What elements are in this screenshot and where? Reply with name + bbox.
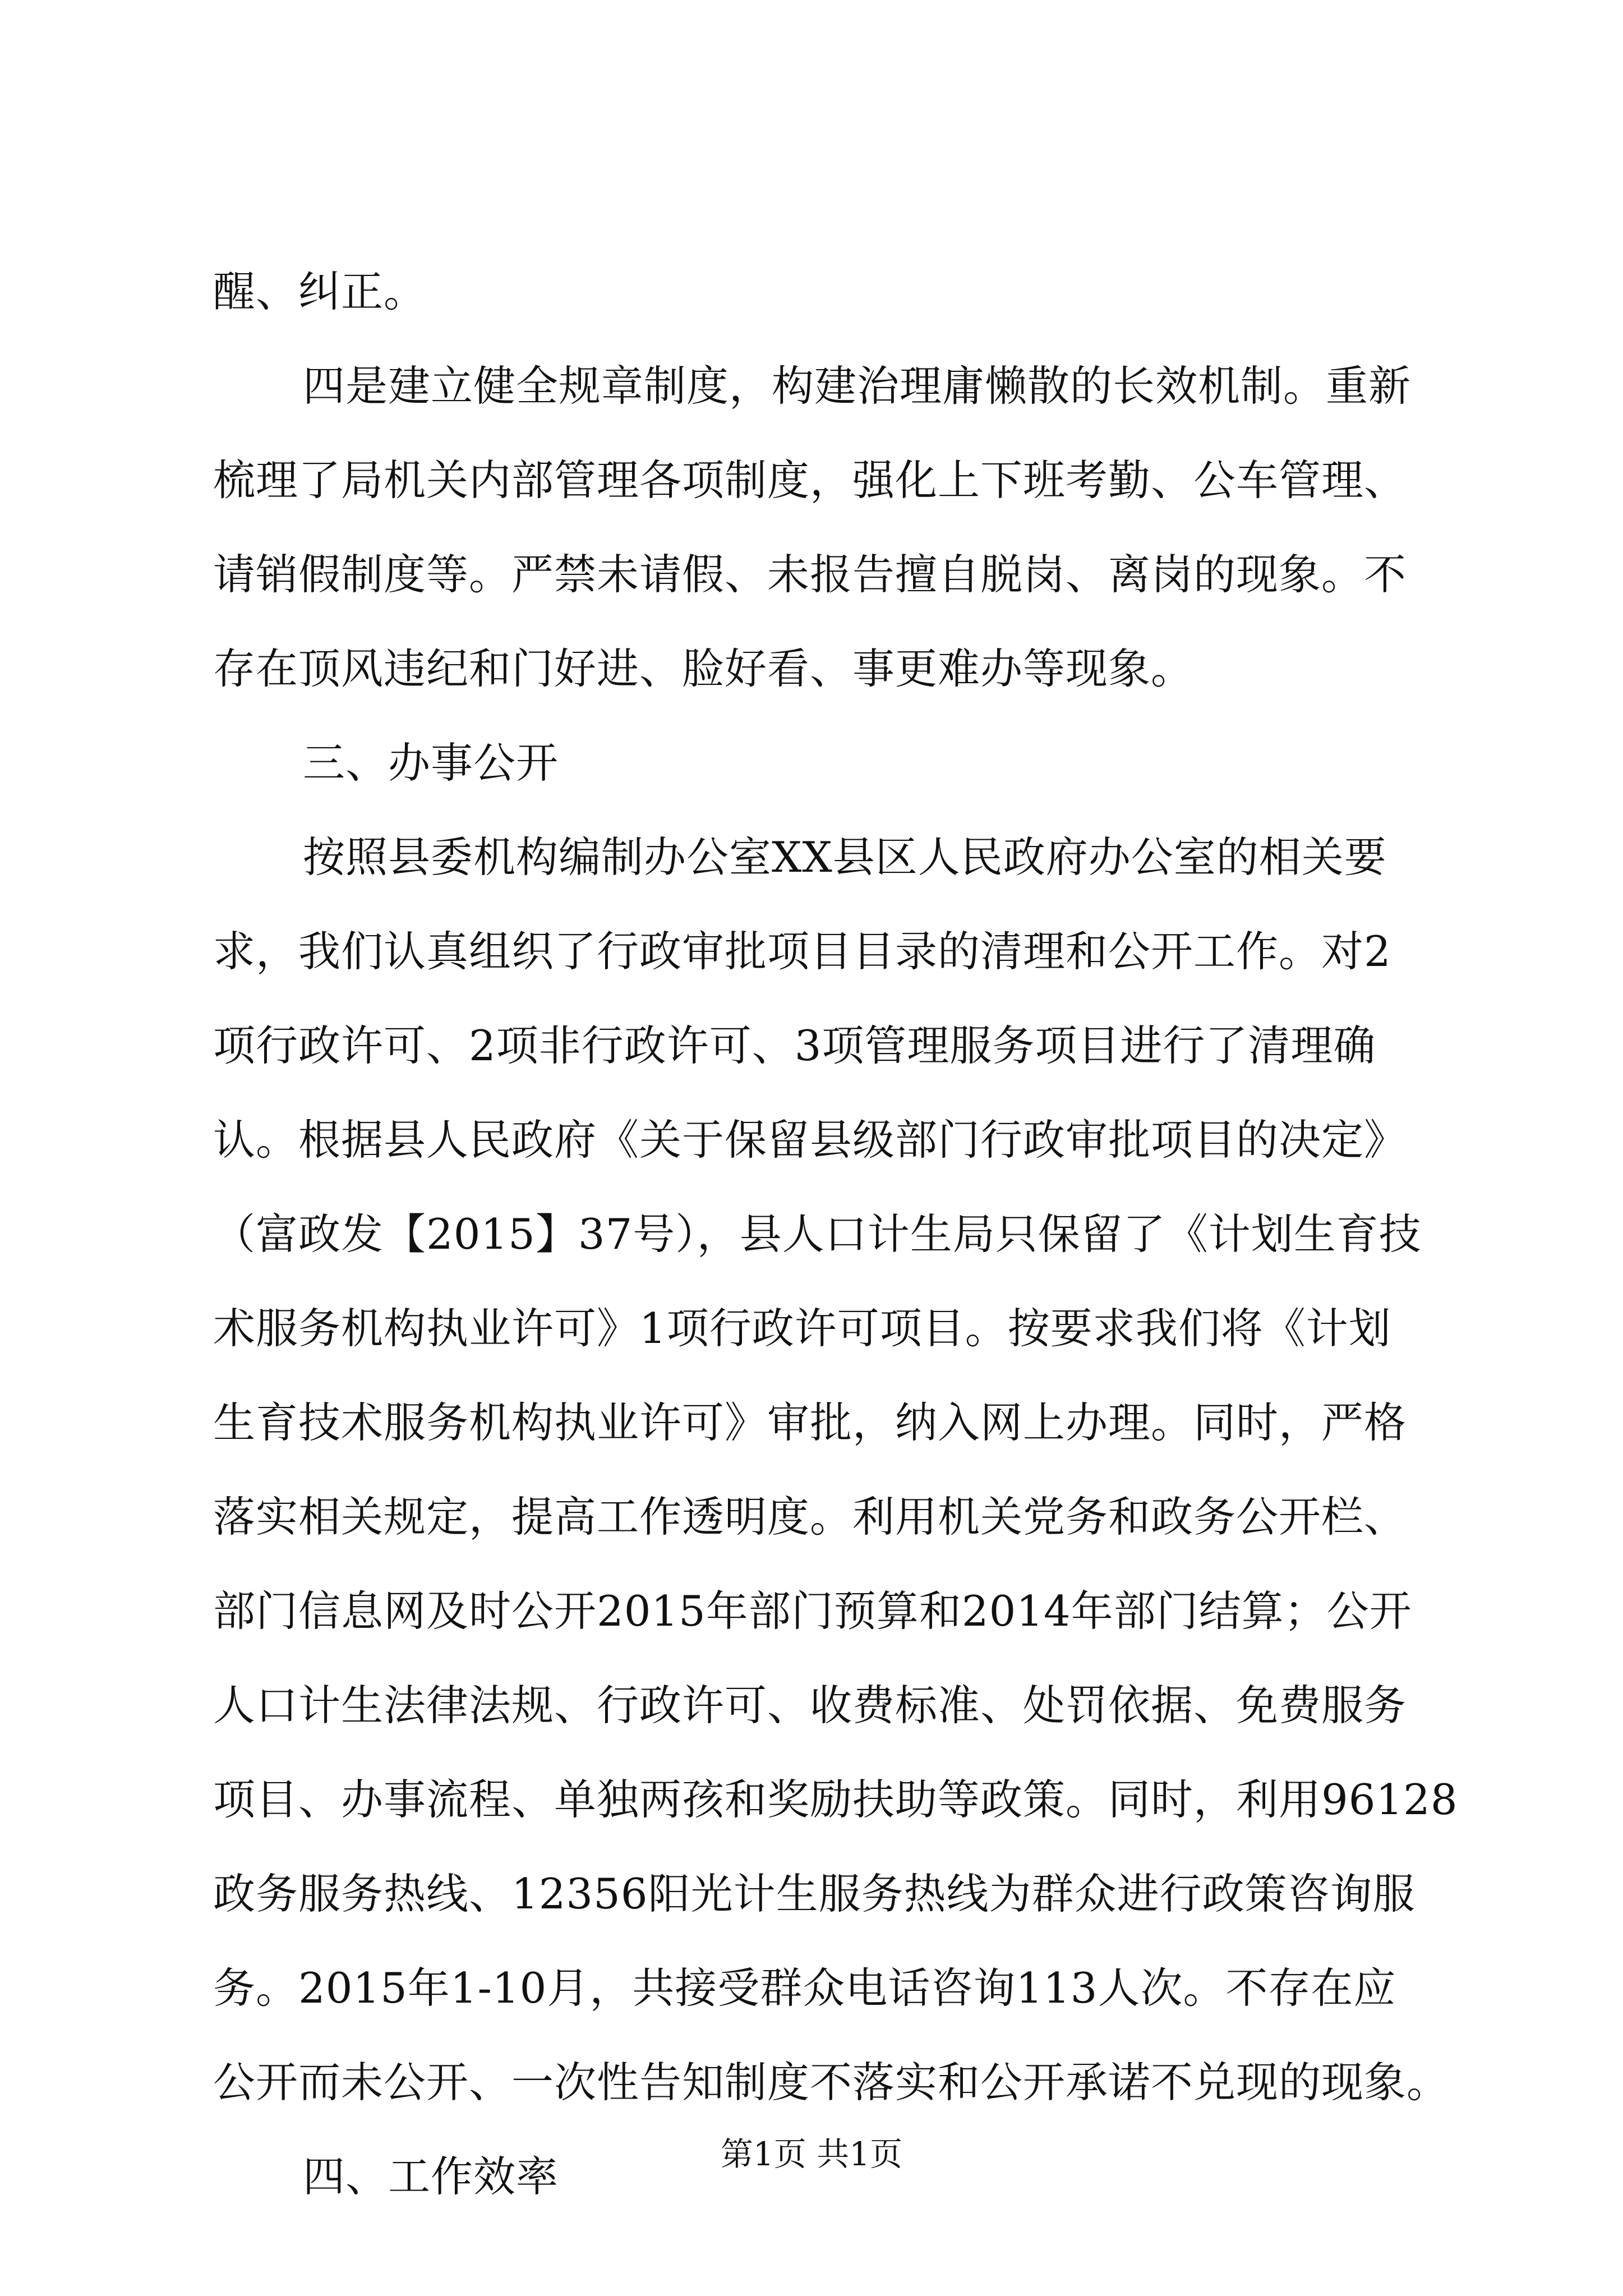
text-line-9: 项行政许可、2项非行政许可、3项管理服务项目进行了清理确 bbox=[213, 1021, 1376, 1070]
text-line-12: 术服务机构执业许可》1项行政许可项目。按要求我们将《计划 bbox=[213, 1304, 1391, 1353]
text-line-15: 部门信息网及时公开2015年部门预算和2014年部门结算；公开 bbox=[213, 1586, 1412, 1636]
text-line-4: 请销假制度等。严禁未请假、未报告擅自脱岗、离岗的现象。不 bbox=[213, 550, 1407, 599]
text-line-2: 四是建立健全规章制度，构建治理庸懒散的长效机制。重新 bbox=[303, 361, 1412, 411]
text-line-20: 公开而未公开、一次性告知制度不落实和公开承诺不兑现的现象。 bbox=[213, 2058, 1450, 2107]
text-line-16: 人口计生法律法规、行政许可、收费标准、处罚依据、免费服务 bbox=[213, 1681, 1407, 1730]
text-line-13: 生育技术服务机构执业许可》审批，纳入网上办理。同时，严格 bbox=[213, 1398, 1407, 1447]
text-line-10: 认。根据县人民政府《关于保留县级部门行政审批项目的决定》 bbox=[213, 1115, 1407, 1165]
text-line-17: 项目、办事流程、单独两孩和奖励扶助等政策。同时，利用96128 bbox=[213, 1775, 1458, 1824]
text-line-7: 按照县委机构编制办公室XX县区人民政府办公室的相关要 bbox=[303, 832, 1387, 882]
text-line-3: 梳理了局机关内部管理各项制度，强化上下班考勤、公车管理、 bbox=[213, 455, 1407, 505]
text-line-1: 醒、纠正。 bbox=[213, 267, 427, 316]
text-line-11: （富政发【2015】37号），县人口计生局只保留了《计划生育技 bbox=[213, 1209, 1422, 1259]
text-line-8: 求，我们认真组织了行政审批项目目录的清理和公开工作。对2 bbox=[213, 927, 1391, 976]
section-heading-3: 三、办事公开 bbox=[303, 738, 559, 788]
text-line-5: 存在顶风违纪和门好进、脸好看、事更难办等现象。 bbox=[213, 644, 1194, 693]
text-line-18: 政务服务热线、12356阳光计生服务热线为群众进行政策咨询服 bbox=[213, 1869, 1415, 1918]
section-heading-4: 四、工作效率 bbox=[303, 2152, 559, 2201]
text-line-14: 落实相关规定，提高工作透明度。利用机关党务和政务公开栏、 bbox=[213, 1492, 1407, 1542]
text-line-19: 务。2015年1-10月，共接受群众电话咨询113人次。不存在应 bbox=[213, 1963, 1396, 2013]
page-footer: 第1页 共1页 bbox=[720, 2135, 903, 2173]
